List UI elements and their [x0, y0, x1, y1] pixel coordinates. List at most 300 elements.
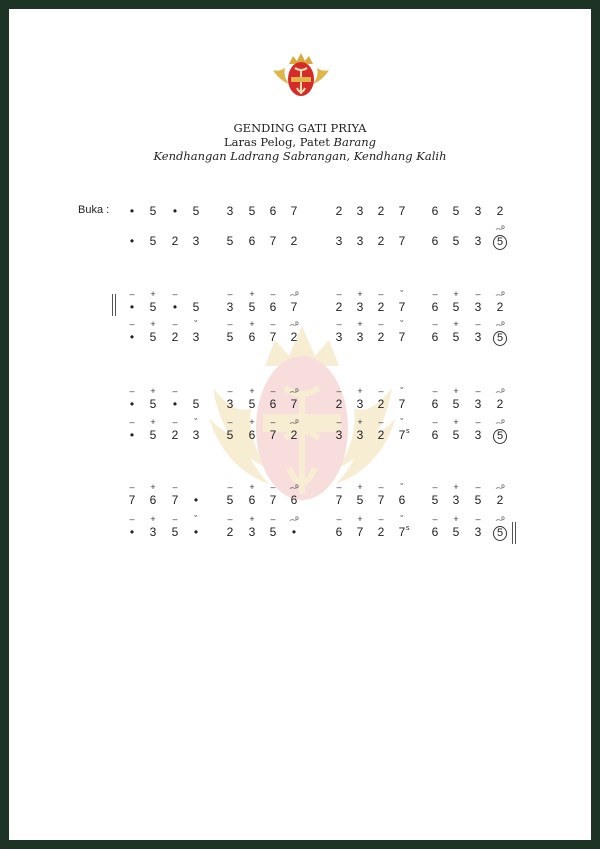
kendhang-stroke-mark: +	[249, 289, 255, 299]
note	[425, 319, 445, 350]
note	[350, 289, 370, 320]
kendhang-stroke-mark: +	[453, 386, 459, 396]
note	[143, 319, 163, 350]
note-value: 7	[398, 397, 406, 411]
note	[329, 417, 349, 448]
kendhang-stroke-mark: –	[432, 514, 438, 524]
kendhang-stroke-mark: +	[357, 417, 363, 427]
note-value: 2	[171, 330, 179, 344]
subtitle-laras	[0, 135, 600, 149]
kendhang-stroke-mark: +	[150, 417, 156, 427]
note	[371, 289, 391, 320]
note	[122, 204, 142, 224]
note	[220, 289, 240, 320]
note-value: •	[129, 330, 135, 344]
kendhang-stroke-mark: ⌢ᵖ	[495, 289, 505, 299]
note	[329, 319, 349, 350]
kendhang-stroke-mark: +	[453, 482, 459, 492]
kendhang-stroke-mark: –	[336, 289, 342, 299]
note	[122, 514, 142, 545]
note-value: 2	[335, 204, 343, 218]
note	[186, 397, 206, 417]
gong-note	[490, 417, 510, 448]
note-value: 2	[290, 428, 298, 442]
kendhang-stroke-mark: +	[357, 514, 363, 524]
note	[263, 482, 283, 513]
note-value: 7	[269, 428, 277, 442]
kendhang-stroke-mark: –	[378, 417, 384, 427]
kendhang-stroke-mark: –	[378, 289, 384, 299]
note	[284, 234, 304, 254]
note	[425, 482, 445, 513]
kendhang-stroke-mark: –	[227, 289, 233, 299]
note-value: 5	[431, 493, 439, 507]
note-value: 5	[149, 428, 157, 442]
note	[165, 234, 185, 254]
note	[165, 289, 185, 320]
note-value: 2	[171, 234, 179, 248]
note-value: 6	[431, 525, 439, 539]
note	[350, 514, 370, 545]
note-value: 5	[149, 330, 157, 344]
note-value: •	[129, 204, 135, 218]
note-value: 2	[496, 300, 504, 314]
note	[446, 386, 466, 417]
kendhang-stroke-mark: –	[172, 417, 178, 427]
note-value: 5	[493, 331, 507, 346]
note-value: 5	[226, 234, 234, 248]
kendhang-stroke-mark: –	[227, 386, 233, 396]
note-value: 3	[474, 204, 482, 218]
note-value: 5	[149, 300, 157, 314]
note-value: 7	[269, 234, 277, 248]
note	[425, 417, 445, 448]
kendhang-stroke-mark: ⌢ᵖ	[495, 417, 505, 427]
note	[350, 386, 370, 417]
note-value: 7	[398, 330, 406, 344]
note	[165, 386, 185, 417]
note-value: 2	[496, 493, 504, 507]
subtitle-patet-name: Barang	[333, 135, 376, 149]
note	[329, 289, 349, 320]
note	[371, 319, 391, 350]
note-value: 3	[149, 525, 157, 539]
note	[490, 386, 510, 417]
note-value: 7	[171, 493, 179, 507]
note-value: 6	[269, 397, 277, 411]
note	[490, 204, 510, 224]
note	[165, 319, 185, 350]
note-value: •	[172, 397, 178, 411]
kendhang-stroke-mark: –	[172, 514, 178, 524]
note-value: 5	[474, 493, 482, 507]
note-suffix: s	[406, 428, 410, 435]
kendhang-stroke-mark: –	[432, 289, 438, 299]
note-value: 3	[474, 234, 482, 248]
kendhang-stroke-mark: +	[249, 319, 255, 329]
note-value: 5	[452, 204, 460, 218]
note-value: 2	[377, 428, 385, 442]
note-value: 5	[452, 234, 460, 248]
note	[371, 482, 391, 513]
kendhang-stroke-mark: +	[249, 514, 255, 524]
subtitle-laras-text: Laras Pelog, Patet	[224, 135, 334, 149]
note	[392, 514, 412, 545]
notation-row	[0, 417, 600, 448]
kendhang-stroke-mark: –	[227, 319, 233, 329]
note-value: •	[291, 525, 297, 539]
gong-note	[490, 223, 510, 254]
note-value: 3	[226, 300, 234, 314]
note-value: 3	[335, 330, 343, 344]
note-value: 6	[431, 300, 439, 314]
kendhang-stroke-mark: –	[172, 482, 178, 492]
note-value: 6	[431, 330, 439, 344]
note-value: 3	[452, 493, 460, 507]
note	[350, 482, 370, 513]
kendhang-stroke-mark: +	[150, 319, 156, 329]
kendhang-stroke-mark: +	[150, 514, 156, 524]
note	[143, 204, 163, 224]
note	[392, 234, 412, 254]
note	[186, 204, 206, 224]
note	[284, 204, 304, 224]
note	[446, 417, 466, 448]
note	[350, 234, 370, 254]
note	[122, 386, 142, 417]
note	[371, 514, 391, 545]
kendhang-stroke-mark: –	[270, 386, 276, 396]
kendhang-stroke-mark: –	[475, 386, 481, 396]
kendhang-stroke-mark: –	[336, 386, 342, 396]
kendhang-stroke-mark: ⌢ᵖ	[495, 319, 505, 329]
kendhang-stroke-mark: –	[172, 319, 178, 329]
note-value: •	[129, 397, 135, 411]
note-value: 7	[269, 493, 277, 507]
notation-row	[0, 223, 600, 254]
note-value: 6	[431, 204, 439, 218]
note-value: 5	[493, 429, 507, 444]
note-value: 6	[269, 300, 277, 314]
kendhang-stroke-mark: –	[378, 319, 384, 329]
note-value: 2	[171, 428, 179, 442]
note-value: 7	[335, 493, 343, 507]
note	[425, 514, 445, 545]
note-suffix: s	[406, 525, 410, 532]
note-value: 2	[290, 234, 298, 248]
kendhang-stroke-mark: –	[432, 386, 438, 396]
note	[284, 417, 304, 448]
note	[446, 204, 466, 224]
kendhang-stroke-mark: +	[249, 417, 255, 427]
notation-row	[0, 289, 600, 320]
kendhang-stroke-mark: –	[270, 482, 276, 492]
crown-emblem-icon	[271, 50, 331, 102]
note	[446, 289, 466, 320]
kendhang-stroke-mark: +	[150, 289, 156, 299]
note	[468, 289, 488, 320]
note-value: •	[193, 493, 199, 507]
note	[284, 482, 304, 513]
note-value: 2	[226, 525, 234, 539]
note	[425, 234, 445, 254]
gong-note	[490, 319, 510, 350]
kendhang-stroke-mark: +	[357, 319, 363, 329]
note	[350, 319, 370, 350]
note	[490, 482, 510, 513]
note	[122, 482, 142, 513]
note	[446, 319, 466, 350]
note-value: 3	[474, 300, 482, 314]
note	[242, 319, 262, 350]
note	[371, 417, 391, 448]
kendhang-stroke-mark: –	[378, 386, 384, 396]
note	[329, 204, 349, 224]
note-value: 5	[192, 397, 200, 411]
notation-row	[0, 204, 600, 224]
kendhang-stroke-mark: +	[357, 386, 363, 396]
note	[329, 482, 349, 513]
note-value: 3	[474, 330, 482, 344]
kendhang-stroke-mark: +	[249, 386, 255, 396]
note-value: •	[129, 300, 135, 314]
kendhang-stroke-mark: ⌢ᵖ	[495, 482, 505, 492]
note-value: 3	[335, 234, 343, 248]
note	[220, 482, 240, 513]
note-value: 3	[192, 330, 200, 344]
kendhang-stroke-mark: ˘	[194, 514, 198, 524]
note	[371, 234, 391, 254]
note	[143, 482, 163, 513]
kendhang-stroke-mark: –	[378, 482, 384, 492]
note-value: 7	[290, 300, 298, 314]
note	[165, 514, 185, 545]
kendhang-stroke-mark: ˘	[194, 319, 198, 329]
note-value: 3	[356, 330, 364, 344]
note	[425, 386, 445, 417]
note-value: 3	[474, 428, 482, 442]
note-value: 2	[335, 397, 343, 411]
note	[468, 234, 488, 254]
kendhang-stroke-mark: –	[432, 417, 438, 427]
note-value: 5	[149, 234, 157, 248]
note	[468, 514, 488, 545]
kendhang-stroke-mark: –	[270, 319, 276, 329]
buka-label: Buka :	[78, 204, 110, 216]
note	[186, 234, 206, 254]
note-value: 5	[493, 526, 507, 541]
note-value: 5	[192, 204, 200, 218]
note-value: 2	[377, 300, 385, 314]
note	[220, 204, 240, 224]
note	[220, 417, 240, 448]
kendhang-stroke-mark: ˘	[400, 514, 404, 524]
note	[468, 417, 488, 448]
note-value: 3	[474, 397, 482, 411]
note	[263, 289, 283, 320]
note-value: 3	[226, 204, 234, 218]
kendhang-stroke-mark: –	[378, 514, 384, 524]
kendhang-stroke-mark: –	[172, 386, 178, 396]
note	[165, 204, 185, 224]
note-value: 3	[192, 428, 200, 442]
note	[284, 514, 304, 545]
note-value: 6	[335, 525, 343, 539]
kendhang-stroke-mark: –	[129, 482, 135, 492]
kendhang-stroke-mark: ⌢ᵖ	[289, 417, 299, 427]
note	[186, 417, 206, 448]
note-value: 5	[149, 397, 157, 411]
note-value: 3	[356, 428, 364, 442]
note	[122, 289, 142, 320]
note-value: 7	[398, 300, 406, 314]
kendhang-stroke-mark: ˘	[400, 417, 404, 427]
note	[242, 289, 262, 320]
note-value: 5	[248, 300, 256, 314]
note-value: 5	[356, 493, 364, 507]
note-value: 3	[248, 525, 256, 539]
note-value: 5	[248, 204, 256, 218]
note-value: 6	[431, 428, 439, 442]
note	[392, 204, 412, 224]
note-value: 5	[452, 300, 460, 314]
note-value: •	[172, 300, 178, 314]
note	[350, 204, 370, 224]
kendhang-stroke-mark: +	[453, 319, 459, 329]
note	[220, 319, 240, 350]
note	[392, 417, 412, 448]
note	[242, 417, 262, 448]
kendhang-stroke-mark: ⌢ᵖ	[495, 386, 505, 396]
note	[468, 319, 488, 350]
note	[143, 386, 163, 417]
note	[371, 386, 391, 417]
kendhang-stroke-mark: –	[336, 482, 342, 492]
note-value: 6	[248, 428, 256, 442]
kendhang-stroke-mark: –	[129, 514, 135, 524]
note-value: 6	[248, 493, 256, 507]
note-value: 7	[398, 525, 406, 539]
note-value: •	[129, 525, 135, 539]
note	[329, 234, 349, 254]
note	[220, 386, 240, 417]
note-value: 5	[149, 204, 157, 218]
kendhang-stroke-mark: –	[129, 289, 135, 299]
note-value: 5	[192, 300, 200, 314]
kendhang-stroke-mark: +	[150, 482, 156, 492]
note-value: 7	[356, 525, 364, 539]
note	[468, 386, 488, 417]
kendhang-stroke-mark: –	[227, 417, 233, 427]
kendhang-stroke-mark: –	[475, 514, 481, 524]
note	[425, 289, 445, 320]
kendhang-stroke-mark: +	[453, 514, 459, 524]
kendhang-stroke-mark: –	[432, 482, 438, 492]
note	[263, 514, 283, 545]
note-value: •	[129, 234, 135, 248]
note	[186, 319, 206, 350]
note	[284, 319, 304, 350]
note	[165, 417, 185, 448]
note	[143, 514, 163, 545]
kendhang-stroke-mark: ⌢ᵖ	[495, 223, 505, 233]
note	[446, 514, 466, 545]
note-value: 5	[452, 330, 460, 344]
note	[143, 234, 163, 254]
note	[263, 234, 283, 254]
kendhang-stroke-mark: ˘	[194, 417, 198, 427]
note	[392, 482, 412, 513]
kendhang-stroke-mark: ˘	[400, 319, 404, 329]
note	[446, 234, 466, 254]
note	[329, 514, 349, 545]
kendhang-stroke-mark: –	[336, 319, 342, 329]
note	[284, 386, 304, 417]
note-value: 5	[226, 330, 234, 344]
note-value: 7	[398, 428, 406, 442]
note-value: 3	[226, 397, 234, 411]
kendhang-stroke-mark: –	[336, 514, 342, 524]
kendhang-stroke-mark: –	[172, 289, 178, 299]
notation-row	[0, 319, 600, 350]
kendhang-stroke-mark: +	[453, 289, 459, 299]
note-value: 2	[496, 204, 504, 218]
note	[392, 289, 412, 320]
note-value: 5	[493, 235, 507, 250]
note	[186, 300, 206, 320]
note-value: 3	[192, 234, 200, 248]
note-value: •	[172, 204, 178, 218]
note-value: 2	[377, 330, 385, 344]
kendhang-stroke-mark: –	[227, 514, 233, 524]
note-value: 2	[377, 397, 385, 411]
page-title: GENDING GATI PRIYA	[233, 121, 367, 135]
note-value: 5	[452, 428, 460, 442]
note-value: 5	[452, 397, 460, 411]
note-value: 6	[269, 204, 277, 218]
note-value: 3	[356, 204, 364, 218]
note	[392, 386, 412, 417]
note-value: 3	[335, 428, 343, 442]
kendhang-stroke-mark: +	[453, 417, 459, 427]
note	[284, 289, 304, 320]
note	[143, 289, 163, 320]
note-value: 5	[269, 525, 277, 539]
note	[242, 204, 262, 224]
note	[242, 386, 262, 417]
kendhang-stroke-mark: –	[129, 386, 135, 396]
kendhang-stroke-mark: –	[336, 417, 342, 427]
note	[122, 234, 142, 254]
kendhang-stroke-mark: –	[270, 514, 276, 524]
note	[490, 289, 510, 320]
note-value: 2	[290, 330, 298, 344]
note-value: 6	[290, 493, 298, 507]
note	[122, 417, 142, 448]
note-value: 3	[356, 397, 364, 411]
note-value: 7	[128, 493, 136, 507]
note	[220, 234, 240, 254]
subtitle-kendhangan	[0, 149, 600, 163]
note-value: 7	[398, 204, 406, 218]
note-value: 7	[290, 204, 298, 218]
note	[263, 417, 283, 448]
kendhang-stroke-mark: –	[475, 289, 481, 299]
note	[263, 319, 283, 350]
note-value: 5	[452, 525, 460, 539]
kendhang-stroke-mark: ˘	[400, 386, 404, 396]
note	[468, 482, 488, 513]
